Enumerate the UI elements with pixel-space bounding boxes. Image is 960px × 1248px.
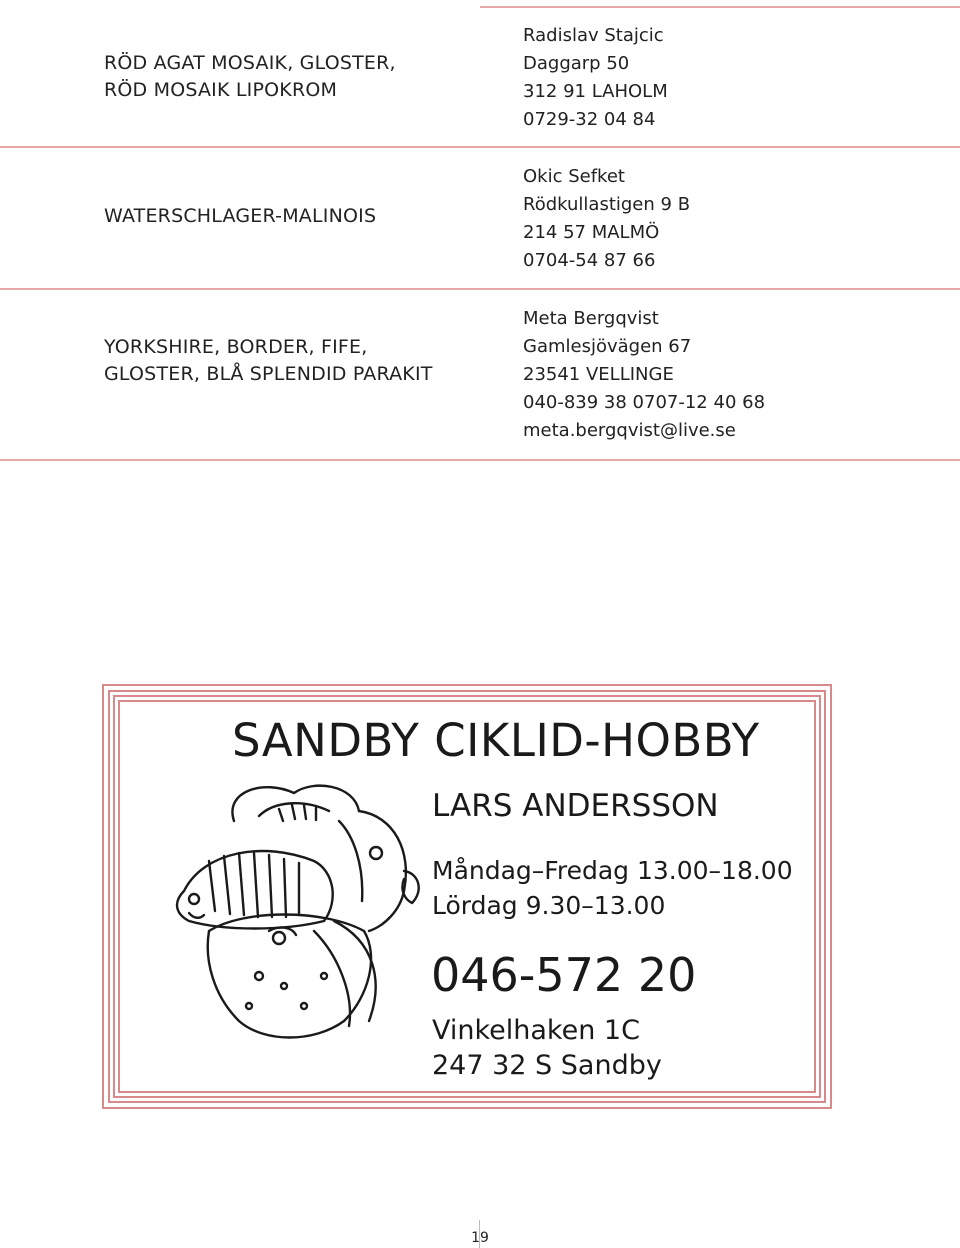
ad-street: Vinkelhaken 1C — [432, 1015, 640, 1046]
breeder-phone: 0729-32 04 84 — [523, 109, 656, 130]
breeder-contact — [523, 163, 953, 275]
breeder-name: Meta Bergqvist — [523, 308, 659, 329]
divider — [0, 288, 960, 290]
breeder-street: Daggarp 50 — [523, 53, 630, 74]
breed-category-line: RÖD MOSAIK LIPOKROM — [104, 79, 338, 101]
divider — [0, 146, 960, 148]
breeder-contact — [523, 22, 953, 134]
divider — [480, 6, 960, 8]
fish-and-parrot-drawing-icon — [164, 781, 424, 1061]
breed-category-line: RÖD AGAT MOSAIK, GLOSTER, — [104, 52, 396, 74]
advertisement-box — [102, 684, 832, 1109]
breeder-contact — [523, 305, 953, 445]
breeder-postal-city: 312 91 LAHOLM — [523, 81, 668, 102]
ad-hours-weekday: Måndag–Fredag 13.00–18.00 — [432, 856, 793, 885]
ad-hours-saturday: Lördag 9.30–13.00 — [432, 891, 666, 920]
breed-category-line: WATERSCHLAGER-MALINOIS — [104, 205, 377, 227]
breeder-name: Radislav Stajcic — [523, 25, 664, 46]
breeder-phone: 0704-54 87 66 — [523, 250, 656, 271]
page-number: 19 — [471, 1230, 489, 1246]
breeder-name: Okic Sefket — [523, 166, 625, 187]
ad-opening-hours — [432, 853, 793, 923]
breeder-postal-city: 214 57 MALMÖ — [523, 222, 660, 243]
breeder-street: Gamlesjövägen 67 — [523, 336, 692, 357]
breed-category — [104, 203, 484, 230]
breeder-street: Rödkullastigen 9 B — [523, 194, 691, 215]
breed-category — [104, 334, 484, 388]
breeder-phone: 040-839 38 0707-12 40 68 — [523, 392, 766, 413]
breeder-email[interactable]: meta.bergqvist@live.se — [523, 420, 736, 441]
breed-category-line: YORKSHIRE, BORDER, FIFE, — [104, 336, 368, 358]
divider — [0, 459, 960, 461]
ad-owner-name: LARS ANDERSSON — [432, 788, 719, 824]
ad-phone: 046-572 20 — [431, 948, 697, 1002]
ad-city: 247 32 S Sandby — [432, 1050, 662, 1081]
ad-title: SANDBY CIKLID-HOBBY — [232, 714, 760, 767]
breed-category-line: GLOSTER, BLÅ SPLENDID PARAKIT — [104, 363, 433, 385]
ad-address — [432, 1013, 662, 1083]
breed-category — [104, 50, 484, 104]
breeder-postal-city: 23541 VELLINGE — [523, 364, 674, 385]
